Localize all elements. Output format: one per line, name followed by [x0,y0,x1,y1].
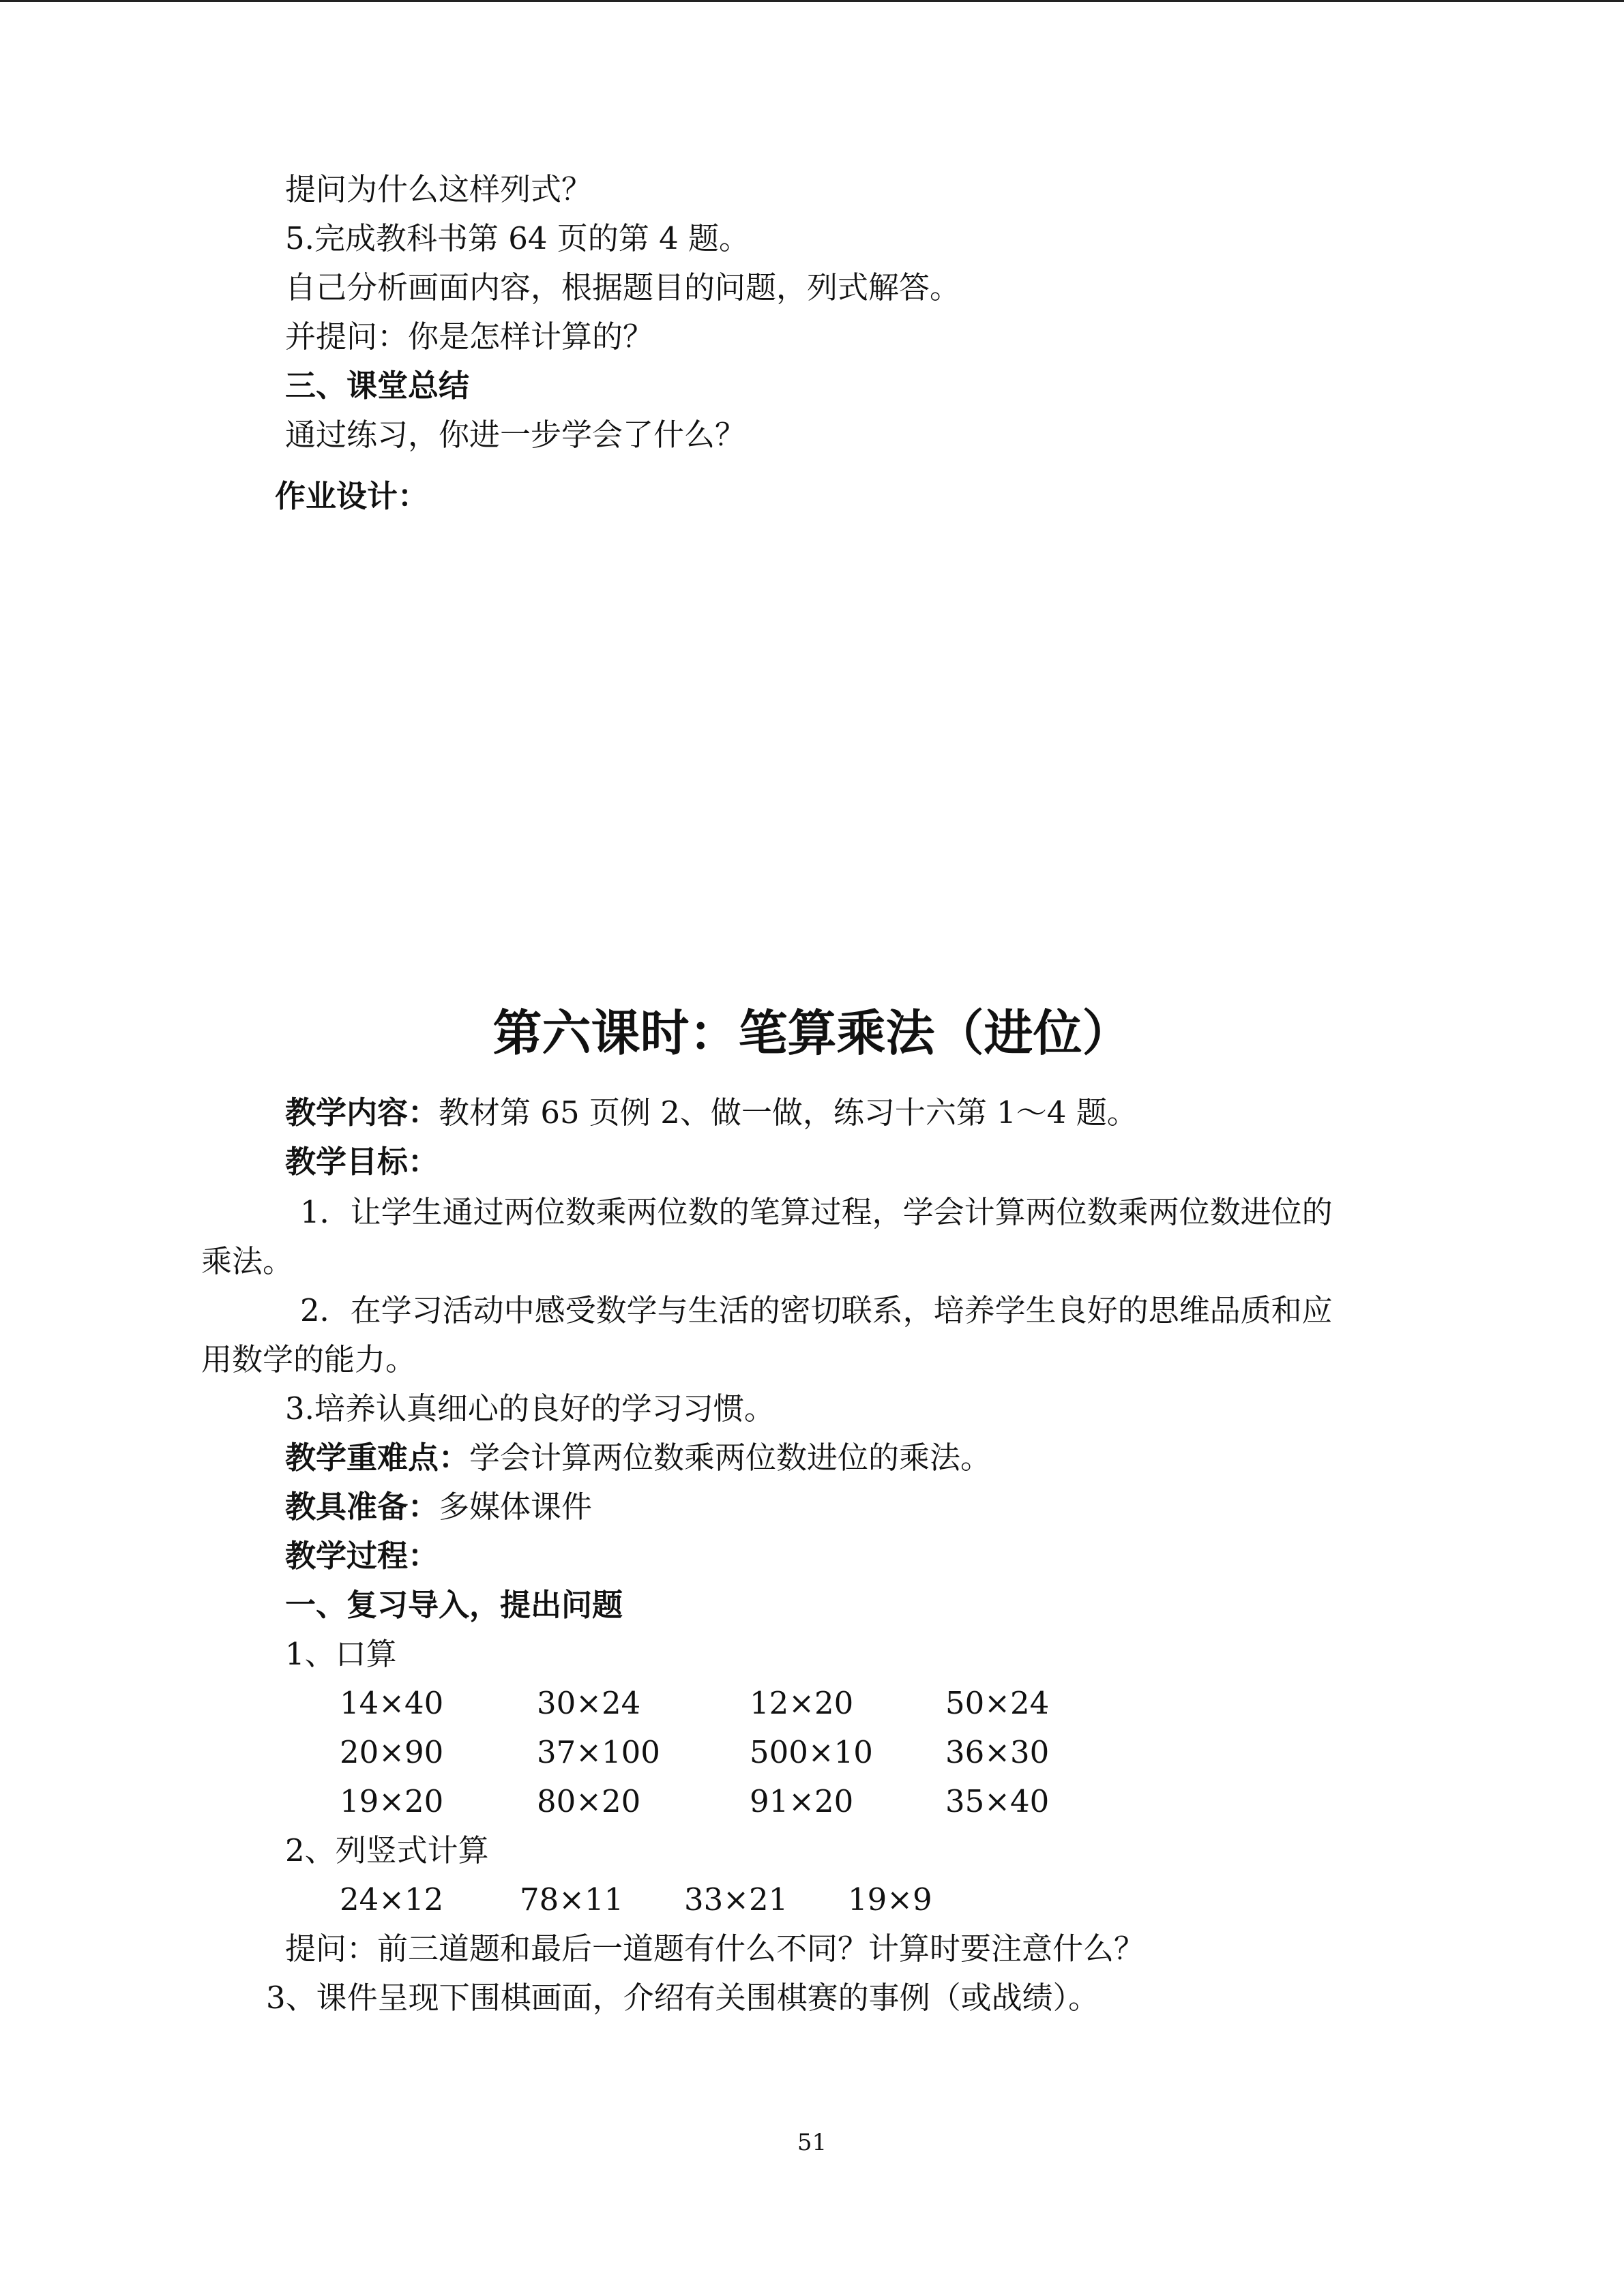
oral-item: 14×40 [340,1685,444,1721]
summary-heading: 三、课堂总结 [285,368,470,404]
oral-item: 30×24 [537,1685,641,1721]
vertical-item: 78×11 [520,1881,624,1918]
oral-item: 37×100 [537,1734,660,1770]
text-line: 通过练习，你进一步学会了什么？ [285,417,746,453]
text-line: 并提问：你是怎样计算的？ [285,318,654,355]
question-line: 提问：前三道题和最后一道题有什么不同？计算时要注意什么？ [285,1930,1145,1967]
goals-label: 教学目标： [285,1144,439,1180]
oral-item: 20×90 [340,1734,444,1770]
goal1-line1: 1．让学生通过两位数乘两位数的笔算过程，学会计算两位数乘两位数进位的 [300,1194,1333,1230]
oral-item: 36×30 [945,1734,1050,1770]
oral-item: 35×40 [945,1783,1050,1819]
text-line: 5.完成教科书第 64 页的第 4 题。 [285,220,750,256]
page-number: 51 [797,2129,827,2156]
item3-line: 3、课件呈现下围棋画面，介绍有关围棋赛的事例（或战绩）。 [266,1980,1099,2016]
tools-text: 多媒体课件 [439,1489,593,1525]
oral-item: 500×10 [750,1734,873,1770]
oral-label: 1、口算 [285,1636,397,1672]
key-line [285,1439,991,1477]
top-border-line [0,0,1624,2]
oral-item: 50×24 [945,1685,1050,1721]
homework-label: 作业设计： [275,478,429,514]
vertical-item: 33×21 [684,1881,788,1918]
process-label: 教学过程： [285,1538,439,1574]
goal1-line2: 乘法。 [201,1243,294,1279]
text-line: 提问为什么这样列式？ [285,171,593,207]
vertical-item: 24×12 [340,1881,444,1918]
goal3: 3.培养认真细心的良好的学习习惯。 [285,1390,775,1427]
content-text: 教材第 65 页例 2、做一做，练习十六第 1～4 题。 [439,1094,1138,1131]
goal2-line1: 2．在学习活动中感受数学与生活的密切联系，培养学生良好的思维品质和应 [300,1292,1333,1328]
oral-item: 12×20 [750,1685,854,1721]
oral-item: 91×20 [750,1783,854,1819]
goal2-line2: 用数学的能力。 [201,1341,417,1377]
vertical-label: 2、列竖式计算 [285,1832,489,1868]
tools-line [285,1488,592,1526]
vertical-item: 19×9 [848,1881,932,1918]
key-label: 教学重难点： [285,1440,470,1476]
lesson-title: 第六课时：笔算乘法（进位） [492,1004,1132,1062]
section1-heading: 一、复习导入，提出问题 [285,1587,623,1623]
content-label: 教学内容： [285,1094,439,1131]
key-text: 学会计算两位数乘两位数进位的乘法。 [469,1440,992,1476]
text-line: 自己分析画面内容，根据题目的问题，列式解答。 [285,269,961,305]
oral-item: 19×20 [340,1783,444,1819]
tools-label: 教具准备： [285,1489,439,1525]
oral-item: 80×20 [537,1783,641,1819]
content-line [285,1094,1138,1132]
